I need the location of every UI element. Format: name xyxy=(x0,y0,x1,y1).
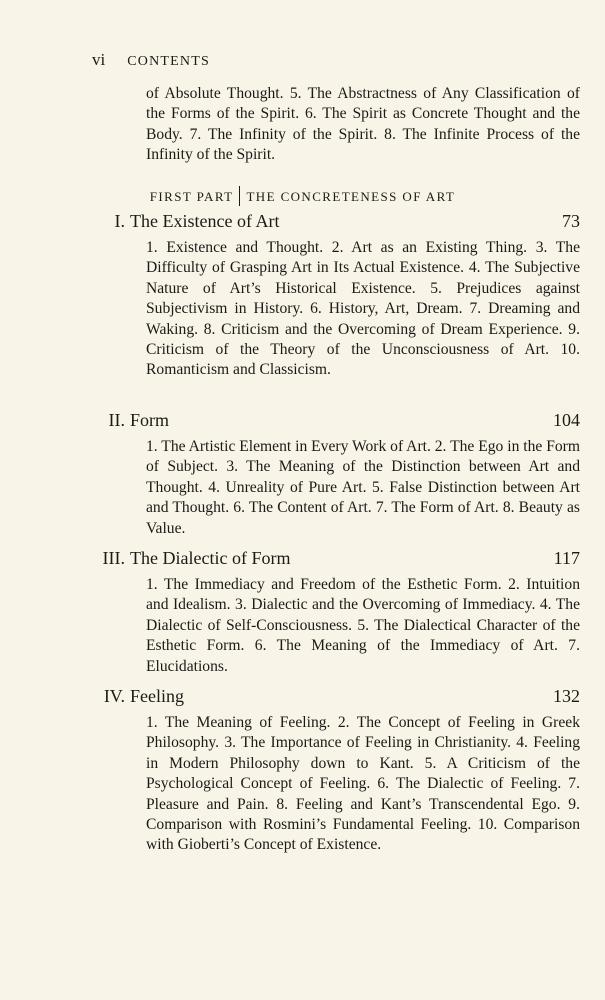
part-separator xyxy=(239,186,240,206)
chapter-heading-line xyxy=(0,548,605,570)
part-label: FIRST PART xyxy=(149,189,234,204)
chapter-title: Feeling xyxy=(130,686,184,706)
chapter-heading-line xyxy=(0,410,605,432)
chapter-entry-2 xyxy=(0,410,605,537)
chapter-description: 1. The Meaning of Feeling. 2. The Concept of Feeling in Greek Philosophy. 3. The Importance of Feeling in Christianity. 4. Feeling in Modern Philosophy down to Kant. 5. A Criticism of the Psychological Concept of Feeling. 6. The Dialectic of Feeling. 7. Pleasure and Pain. 8. Feeling and Kant’s Transcendental Ego. 9. Comparison with Rosmini’s Fundamental Feeling. 10. Comparison with Gioberti’s Concept of Existence. xyxy=(146,714,580,854)
chapter-numeral: IV. xyxy=(103,686,125,706)
chapter-entry-3 xyxy=(0,548,605,675)
chapter-page-number: 132 xyxy=(553,686,580,706)
chapter-numeral: III. xyxy=(102,548,125,568)
part-heading xyxy=(0,186,605,206)
chapter-page-number: 73 xyxy=(562,211,580,231)
running-title: CONTENTS xyxy=(127,54,210,69)
chapter-description: 1. The Artistic Element in Every Work of Art. 2. The Ego in the Form of Subject. 3. The Meaning of the Distinction between Art and Thought. 4. Unreality of Pure Art. 5. False Distinction between Art and Thought. 6. The Content of Art. 7. The Form of Art. 8. Beauty as Value. xyxy=(146,438,581,537)
chapter-description: 1. The Immediacy and Freedom of the Esthetic Form. 2. Intuition and Idealism. 3. Dialectic and the Overcoming of Immediacy. 4. The Dialectic of Self-Consciousness. 5. The Dialectical Character of the Esthetic Form. 6. The Meaning of the Immediacy of Art. 7. Elucidations. xyxy=(146,576,580,675)
chapter-heading-line xyxy=(0,211,605,233)
page-number: vi xyxy=(92,50,106,69)
chapter-page-number: 117 xyxy=(553,548,580,568)
chapter-page-number: 104 xyxy=(553,410,580,430)
chapter-title: The Dialectic of Form xyxy=(130,548,291,568)
chapter-entry-4 xyxy=(0,686,605,854)
running-head xyxy=(92,50,552,70)
chapter-title: Form xyxy=(130,410,170,430)
chapter-heading-line xyxy=(0,686,605,708)
chapter-numeral: I. xyxy=(114,211,125,231)
chapter-description: 1. Existence and Thought. 2. Art as an Existing Thing. 3. The Difficulty of Grasping Art in Its Actual Existence. 4. The Subjective Nature of Art’s Historical Existence. 5. Prejudices against Subjectivism in History. 6. History, Art, Dream. 7. Dreaming and Waking. 8. Criticism and the Overcoming of Dream Experience. 9. Criticism of the Theory of the Unconsciousness of Art. 10. Romanticism and Classicism. xyxy=(146,239,580,379)
part-title: THE CONCRETENESS OF ART xyxy=(246,189,456,204)
chapter-entry-1 xyxy=(0,211,605,379)
chapter-title: The Existence of Art xyxy=(130,211,280,231)
continued-contents-text: of Absolute Thought. 5. The Abstractness of Any Classification of the Forms of the Spirit. 6. The Spirit as Concrete Thought and the Body. 7. The Infinity of the Spirit. 8. The Infinite Process of the Infinity of the Spirit. xyxy=(146,85,580,164)
chapter-numeral: II. xyxy=(108,410,125,430)
